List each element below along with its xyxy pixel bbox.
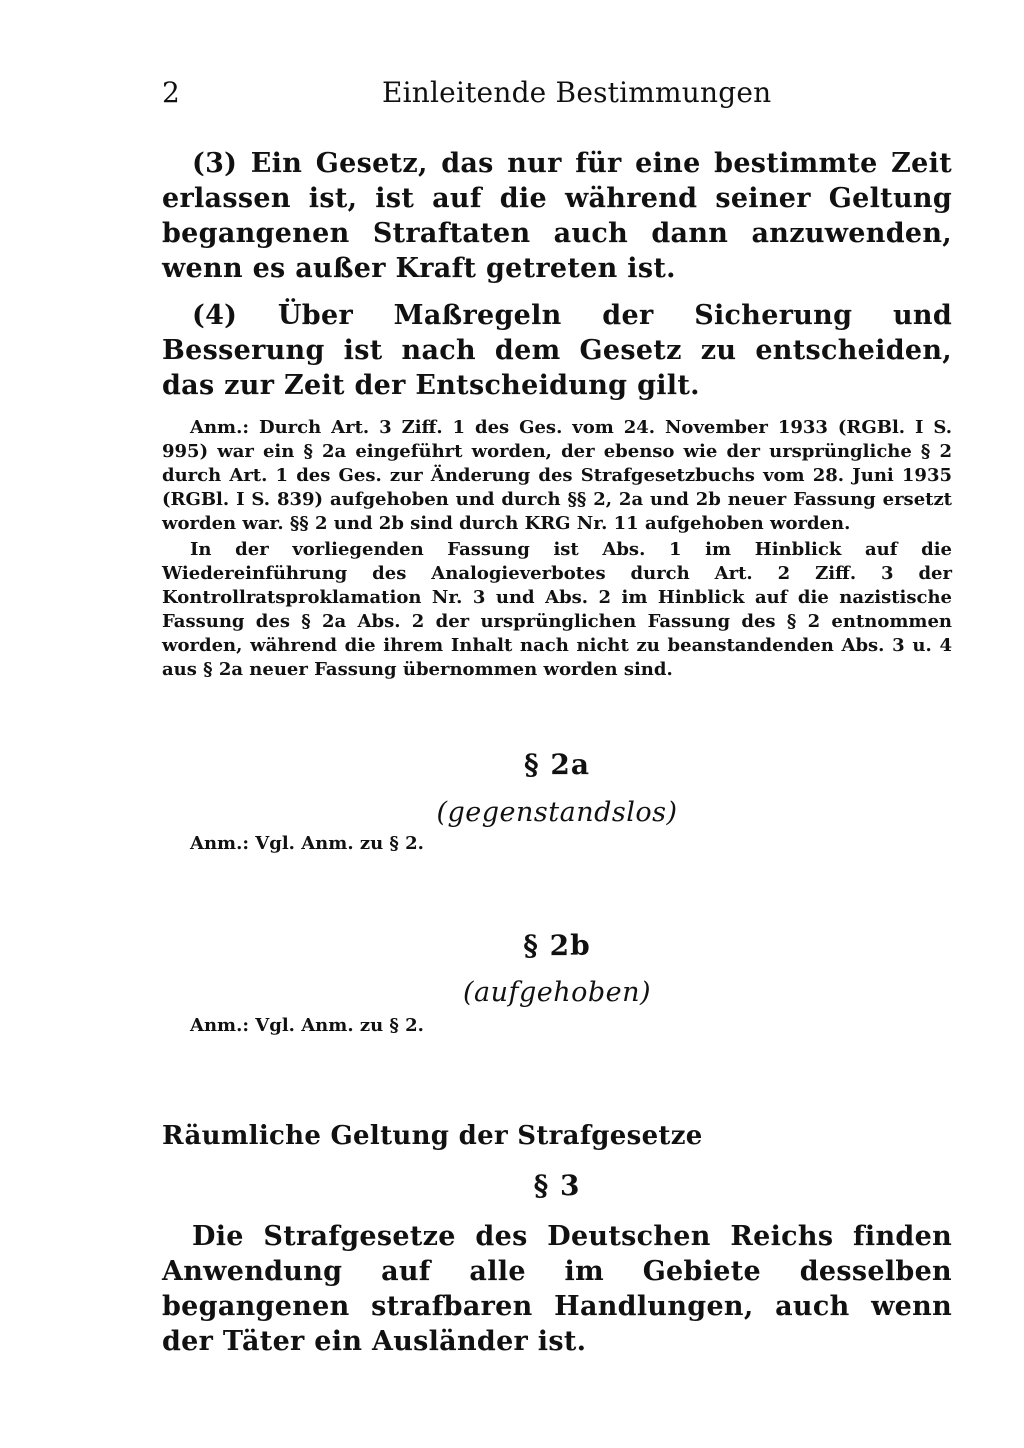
section-2a-status: (gegenstandslos) (436, 797, 678, 828)
paragraph-3-text: (3) Ein Gesetz, das nur für eine bestimmte Zeit erlassen ist, ist auf die während seiner Geltung begangenen Straftaten auch dann anzuwenden, wenn es außer Kraft getreten ist. (162, 148, 952, 284)
section-2b-heading: § 2b (523, 929, 591, 962)
section-3-heading: § 3 (533, 1169, 581, 1202)
section-2b-status: (aufgehoben) (462, 977, 652, 1008)
paragraph-3 (162, 146, 952, 286)
annotation-label: Anm.: (190, 417, 250, 438)
annotation-2 (162, 538, 952, 682)
paragraph-4-text: (4) Über Maßregeln der Sicherung und Besserung ist nach dem Gesetz zu entscheiden, das zur Zeit der Entscheidung gilt. (162, 300, 952, 401)
section-2a-note-text: Vgl. Anm. zu § 2. (255, 833, 424, 854)
section-3-text: Die Strafgesetze des Deutschen Reichs finden Anwendung auf alle im Gebiete desselben begangenen strafbaren Handlungen, auch wenn der Täter ein Ausländer ist. (162, 1221, 952, 1357)
annotation-1 (162, 416, 952, 536)
page-number: 2 (162, 76, 180, 109)
annotation-2-text: In der vorliegenden Fassung ist Abs. 1 im Hinblick auf die Wiedereinführung des Analogieverbotes durch Art. 2 Ziff. 3 der Kontrollratsproklamation Nr. 3 und Abs. 2 im Hinblick auf die nazistische Fassung des § 2a Abs. 2 der ursprünglichen Fassung des § 2 entnommen worden, während die ihrem Inhalt nach nicht zu beanstandenden Abs. 3 u. 4 aus § 2a neuer Fassung übernommen worden sind. (162, 539, 952, 680)
section-2b-note-text: Vgl. Anm. zu § 2. (255, 1015, 424, 1036)
section-2a-heading: § 2a (523, 748, 590, 781)
section-2b-note (190, 1015, 424, 1036)
running-header (162, 76, 952, 116)
section-2a-note-label: Anm.: (190, 833, 250, 854)
section-3-text-paragraph (162, 1219, 952, 1359)
section-2a-note (190, 833, 424, 854)
section-2b-note-label: Anm.: (190, 1015, 250, 1036)
running-header-title: Einleitende Bestimmungen (382, 76, 772, 109)
annotation-1-text: Durch Art. 3 Ziff. 1 des Ges. vom 24. November 1933 (RGBl. I S. 995) war ein § 2a eingeführt worden, der ebenso wie der ursprüngliche § 2 durch Art. 1 des Ges. zur Änderung des Strafgesetzbuchs vom 28. Juni 1935 (RGBl. I S. 839) aufgehoben und durch §§ 2, 2a und 2b neuer Fassung ersetzt worden war. §§ 2 und 2b sind durch KRG Nr. 11 aufgehoben worden. (162, 417, 952, 534)
territorial-validity-heading: Räumliche Geltung der Strafgesetze (162, 1121, 703, 1151)
paragraph-4 (162, 298, 952, 403)
